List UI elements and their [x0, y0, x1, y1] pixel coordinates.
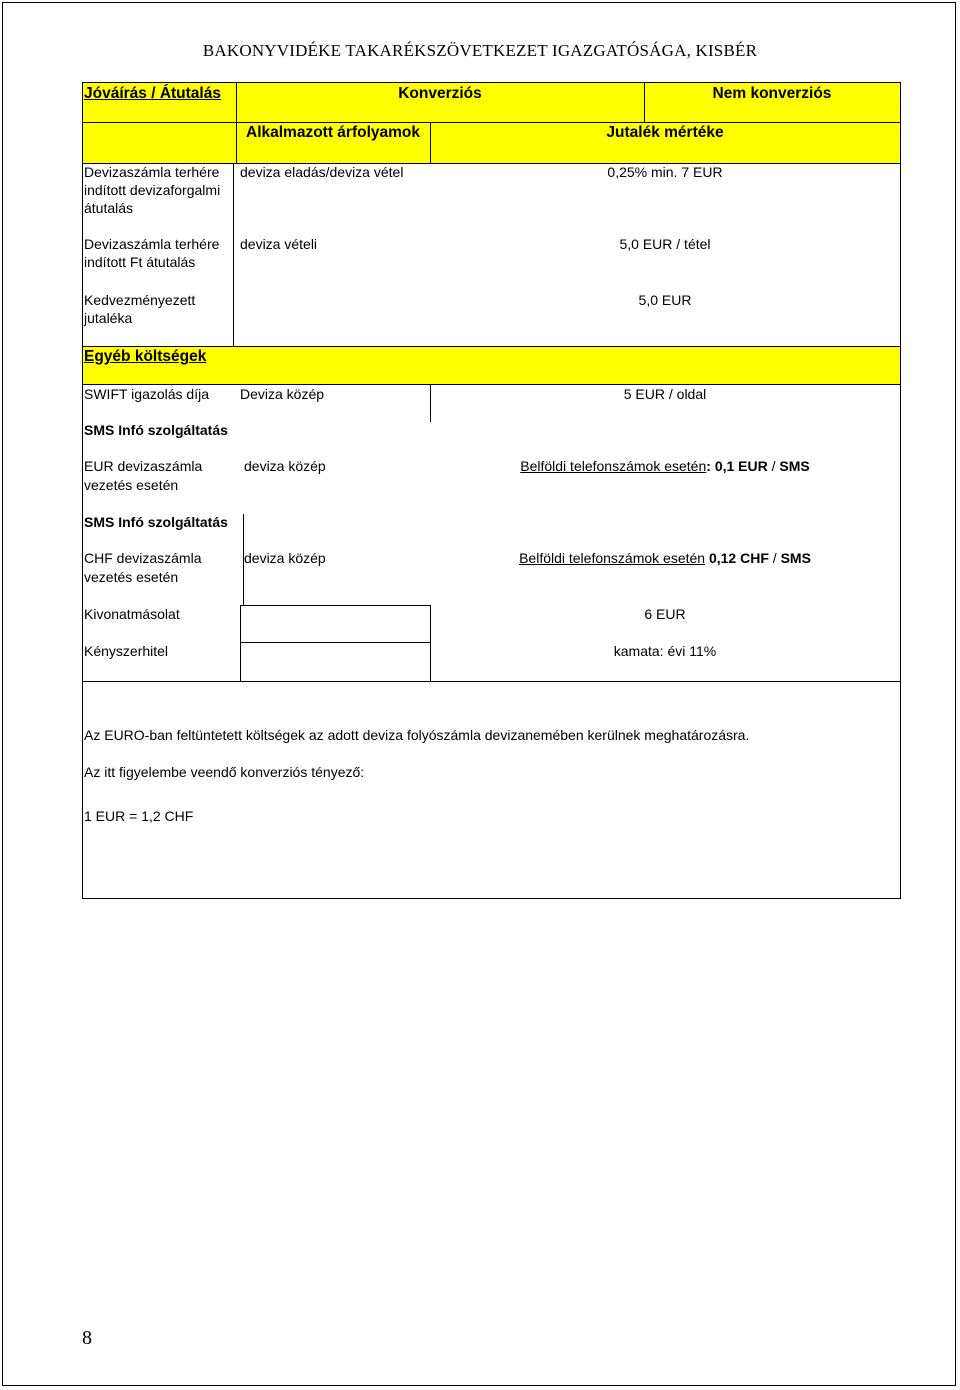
grid-line	[82, 681, 901, 682]
row1-rate: deviza eladás/deviza vétel	[240, 164, 404, 180]
sms-chf-fee-unit: SMS	[780, 550, 811, 566]
sms-eur-fee-value: 0,1 EUR	[714, 458, 768, 474]
row2-rate: deviza vételi	[240, 236, 318, 252]
sms-eur-label: vezetés esetén	[84, 477, 179, 493]
sms-chf-rate: deviza közép	[244, 550, 326, 566]
row1-label: Devizaszámla terhére	[84, 164, 220, 180]
page-frame	[2, 2, 956, 1386]
header-commission-rate: Jutalék mértéke	[606, 124, 724, 141]
overdraft-fee: kamata: évi 11%	[613, 643, 717, 659]
grid-line	[82, 82, 83, 899]
note-conversion-factor: Az itt figyelembe veendő konverziós tényező:	[84, 764, 365, 780]
sms-eur-fee-colon: :	[706, 458, 711, 474]
header-conversion: Konverziós	[398, 85, 482, 102]
grid-line	[82, 82, 901, 83]
header-applied-rates: Alkalmazott árfolyamok	[246, 124, 420, 141]
sms-eur-fee-sep: /	[767, 458, 780, 474]
grid-line	[240, 605, 241, 682]
row3-label: Kedvezményezett	[84, 292, 196, 308]
row1-label: indított devizaforgalmi	[84, 182, 221, 198]
swift-rate: Deviza közép	[240, 386, 325, 402]
grid-line	[233, 163, 234, 347]
row2-fee: 5,0 EUR / tétel	[619, 236, 711, 252]
sms-eur-fee	[430, 457, 900, 476]
sms-eur-heading: SMS Infó szolgáltatás	[84, 422, 228, 438]
grid-line	[82, 898, 901, 899]
header-non-conversion: Nem konverziós	[712, 85, 832, 102]
sms-chf-fee-sep: /	[768, 550, 781, 566]
sms-chf-heading: SMS Infó szolgáltatás	[84, 514, 228, 530]
sms-eur-fee-unit: SMS	[779, 458, 810, 474]
row3-label: jutaléka	[84, 310, 133, 326]
row3-fee: 5,0 EUR	[638, 292, 692, 308]
overdraft-label: Kényszerhitel	[84, 643, 169, 659]
grid-line	[240, 605, 430, 606]
grid-line	[900, 82, 901, 899]
note-currency-basis: Az EURO-ban feltüntetett költségek az adott deviza folyószámla devizanemében kerülnek meghatározásra.	[84, 727, 750, 743]
row2-label: indított Ft átutalás	[84, 254, 196, 270]
grid-line	[240, 642, 430, 643]
header-credit-transfer: Jóváírás / Átutalás	[84, 85, 221, 102]
row1-label: átutalás	[84, 200, 134, 216]
sms-chf-label: vezetés esetén	[84, 569, 179, 585]
sms-chf-fee-prefix: Belföldi telefonszámok esetén	[519, 550, 706, 566]
page-number: 8	[82, 1327, 92, 1349]
statement-fee: 6 EUR	[644, 606, 686, 622]
sms-chf-fee	[430, 549, 900, 568]
sms-chf-label: CHF devizaszámla	[84, 550, 202, 566]
swift-fee: 5 EUR / oldal	[623, 386, 707, 402]
note-exchange-rate: 1 EUR = 1,2 CHF	[84, 808, 194, 824]
row1-fee: 0,25% min. 7 EUR	[607, 164, 723, 180]
sms-eur-fee-prefix: Belföldi telefonszámok esetén	[520, 458, 707, 474]
row2-label: Devizaszámla terhére	[84, 236, 220, 252]
sms-eur-label: EUR devizaszámla	[84, 458, 203, 474]
other-costs-heading: Egyéb költségek	[84, 348, 207, 365]
sms-chf-fee-value: 0,12 CHF	[708, 550, 769, 566]
swift-label: SWIFT igazolás díja	[84, 386, 210, 402]
sms-eur-rate: deviza közép	[244, 458, 326, 474]
statement-label: Kivonatmásolat	[84, 606, 180, 622]
document-title: BAKONYVIDÉKE TAKARÉKSZÖVETKEZET IGAZGATÓSÁGA, KISBÉR	[202, 41, 758, 60]
